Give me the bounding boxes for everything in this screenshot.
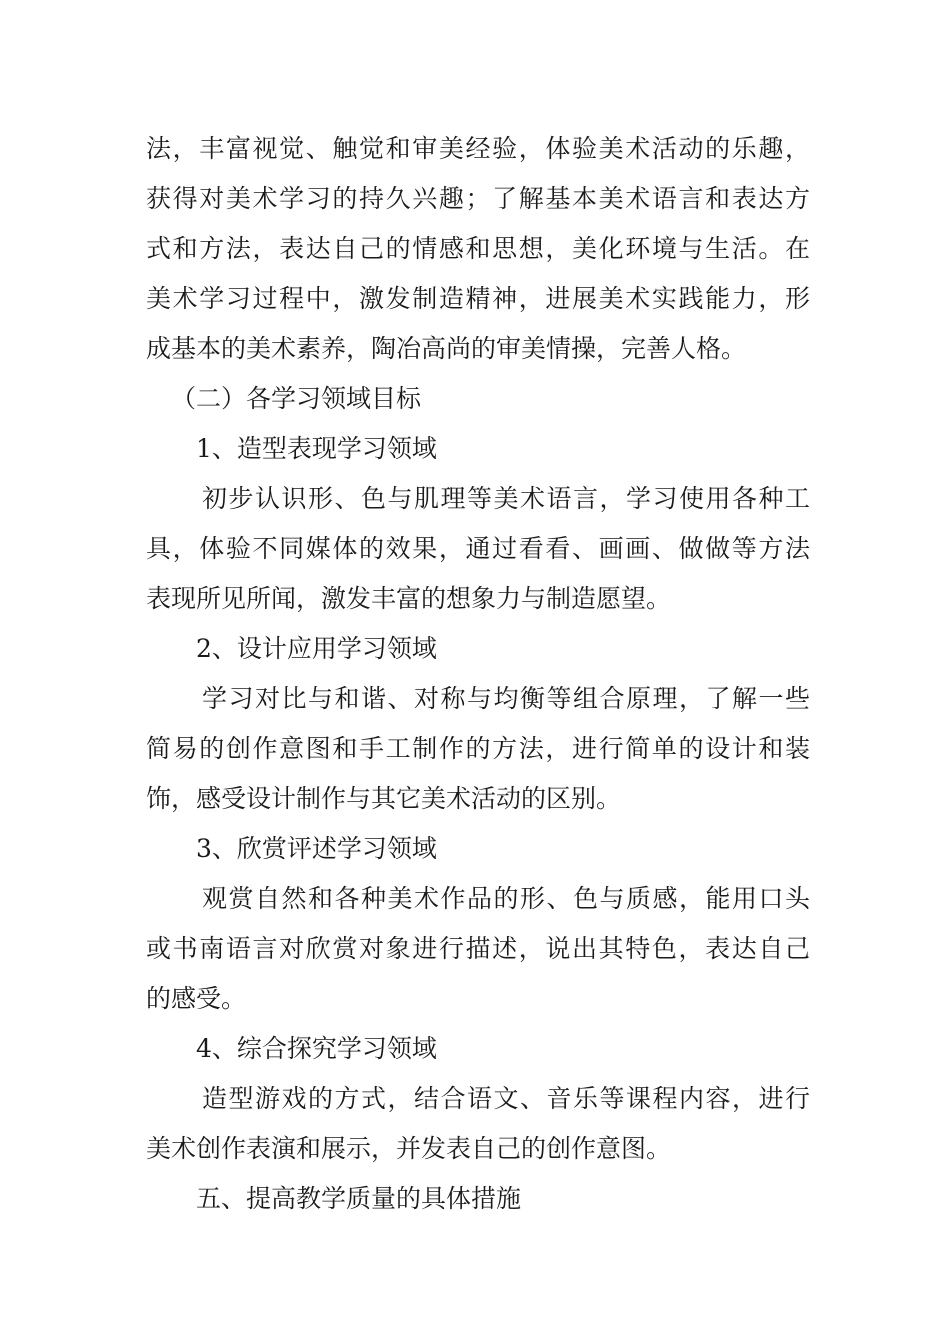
section-heading: （二）各学习领域目标 [171, 384, 422, 413]
area-heading: 2、设计应用学习领域 [196, 634, 437, 663]
text-line: 简易的创作意图和手工制作的方法，进行简单的设计和装 [146, 734, 810, 763]
text-line: 美术创作表演和展示，并发表自己的创作意图。 [146, 1134, 672, 1163]
text-line: 或书南语言对欣赏对象进行描述，说出其特色，表达自己 [146, 934, 810, 963]
area-heading: 1、造型表现学习领域 [196, 434, 437, 463]
intro-paragraph [146, 124, 810, 374]
text-line: 法，丰富视觉、触觉和审美经验，体验美术活动的乐趣， [146, 134, 810, 163]
text-line: 造型游戏的方式，结合语文、音乐等课程内容，进行 [202, 1084, 810, 1113]
text-line: 获得对美术学习的持久兴趣；了解基本美术语言和表达方 [146, 184, 810, 213]
text-line: 初步认识形、色与肌理等美术语言，学习使用各种工 [202, 484, 810, 513]
text-line: 学习对比与和谐、对称与均衡等组合原理，了解一些 [202, 684, 810, 713]
area-paragraph [146, 874, 810, 1024]
area-heading: 4、综合探究学习领域 [196, 1034, 437, 1063]
text-line: 成基本的美术素养，陶冶高尚的审美情操，完善人格。 [146, 334, 747, 363]
next-section-heading: 五、提高教学质量的具体措施 [196, 1184, 522, 1213]
area-paragraph [146, 474, 810, 624]
area-heading: 3、欣赏评述学习领域 [196, 834, 437, 863]
text-line: 表现所见所闻，激发丰富的想象力与制造愿望。 [146, 584, 672, 613]
document-body [146, 124, 810, 1224]
area-paragraph [146, 674, 810, 824]
text-line: 的感受。 [146, 984, 247, 1013]
area-paragraph [146, 1074, 810, 1174]
text-line: 式和方法，表达自己的情感和思想，美化环境与生活。在 [146, 234, 810, 263]
text-line: 美术学习过程中，激发制造精神，进展美术实践能力，形 [146, 284, 810, 313]
text-line: 具，体验不同媒体的效果，通过看看、画画、做做等方法 [146, 534, 810, 563]
text-line: 观赏自然和各种美术作品的形、色与质感，能用口头 [202, 884, 810, 913]
text-line: 饰，感受设计制作与其它美术活动的区别。 [146, 784, 622, 813]
